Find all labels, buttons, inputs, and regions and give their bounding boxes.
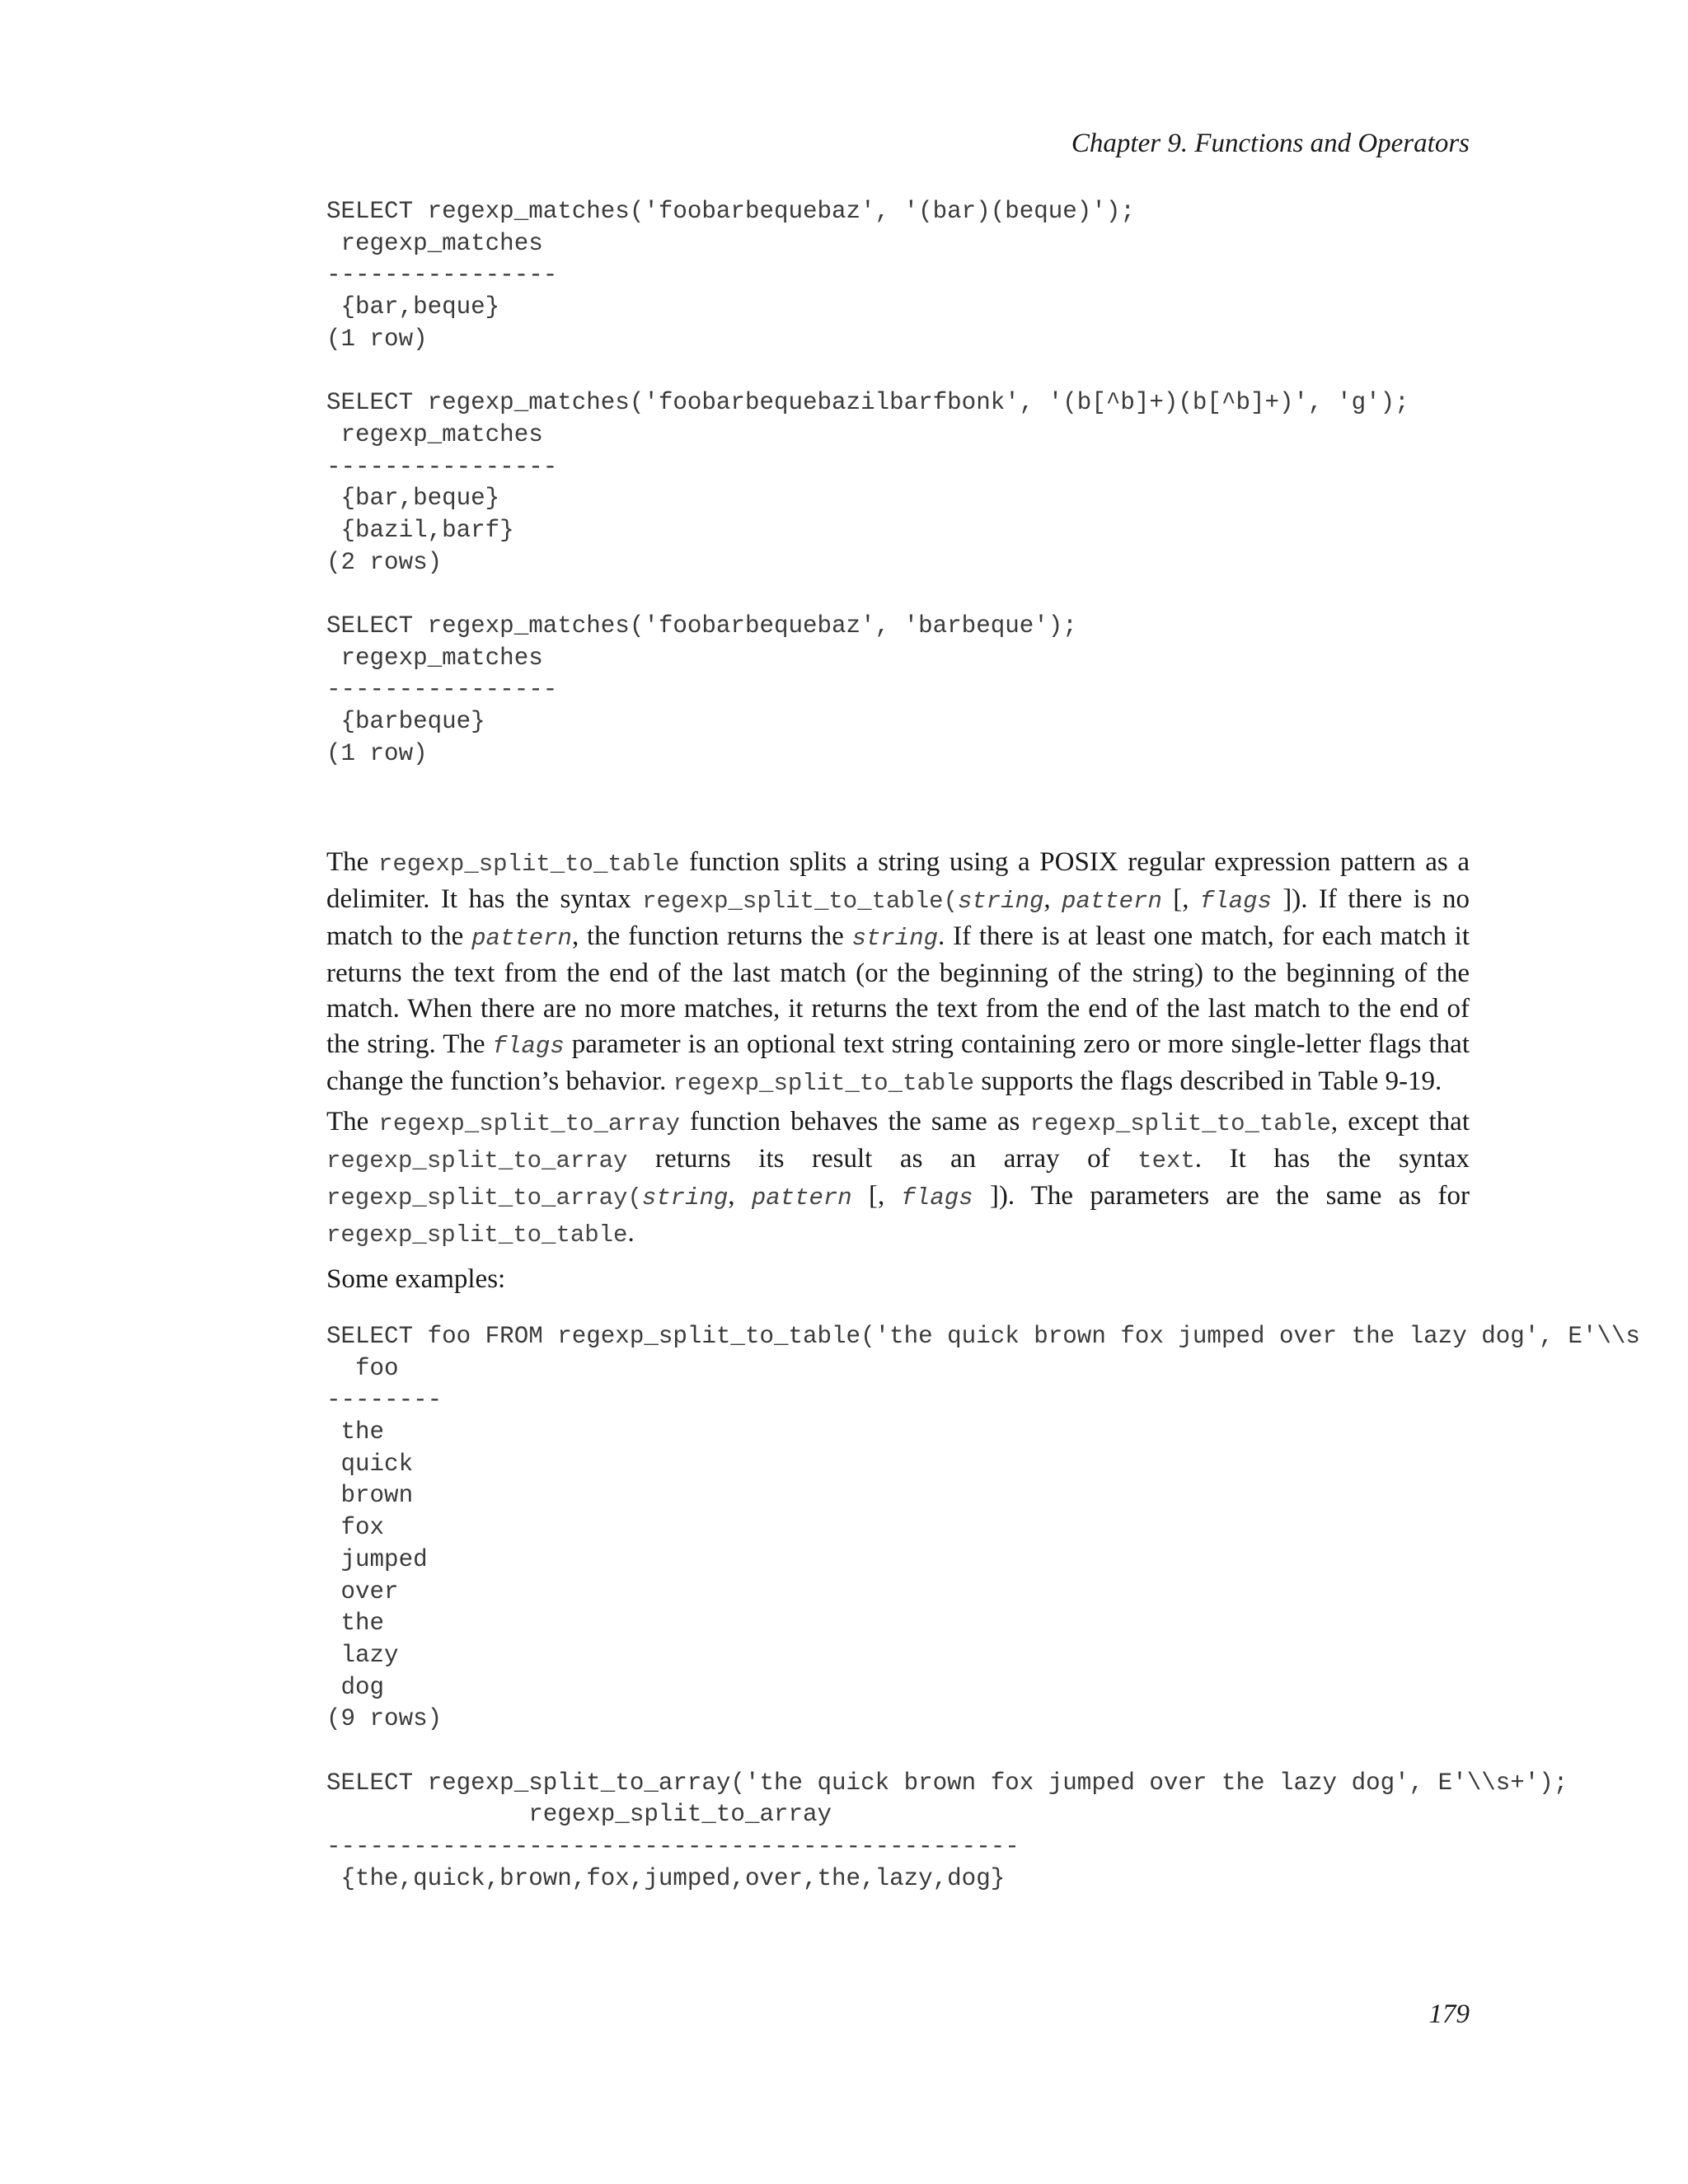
- code-line: (2 rows): [326, 548, 443, 576]
- code-line: foo: [326, 1354, 399, 1382]
- inline-code: regexp_split_to_array(: [326, 1184, 642, 1212]
- code-line: SELECT foo FROM regexp_split_to_table('the quick brown fox jumped over the lazy dog', E'\\s: [326, 1323, 1640, 1350]
- text-run: supports the flags described in Table 9-19.: [974, 1066, 1442, 1096]
- inline-code-replaceable: string: [851, 925, 938, 952]
- inline-code-replaceable: pattern: [471, 925, 572, 952]
- code-line: {bar,beque}: [326, 293, 500, 321]
- code-block-regexp-split: [326, 1321, 1640, 1895]
- code-line: brown: [326, 1482, 414, 1510]
- code-line: {barbeque}: [326, 708, 485, 735]
- paragraph-some-examples: Some examples:: [326, 1264, 506, 1294]
- inline-code: regexp_split_to_table(: [642, 888, 958, 915]
- text-run: The: [326, 1107, 379, 1137]
- code-line: [326, 579, 1409, 611]
- code-line: lazy: [326, 1641, 399, 1669]
- text-run: . If there is at least one match, for each match it returns the text from the end of the last match (or the beginning of the string) to the beginning of the match. When there are no more matches, it returns the text from the end of the last match to the end of the string. The: [326, 921, 1470, 1059]
- inline-code-replaceable: string: [641, 1184, 729, 1212]
- text-run: , the function returns the: [571, 921, 852, 951]
- code-line: regexp_split_to_array: [326, 1801, 832, 1829]
- code-line: {bar,beque}: [326, 485, 500, 513]
- text-run: ,: [728, 1181, 752, 1211]
- code-line: regexp_matches: [326, 229, 543, 257]
- code-line: (1 row): [326, 325, 428, 353]
- inline-code: regexp_split_to_array: [378, 1110, 680, 1137]
- inline-code: regexp_split_to_table: [1029, 1110, 1331, 1137]
- inline-code: regexp_split_to_table: [326, 1221, 628, 1249]
- text-run: . It has the syntax: [1194, 1144, 1470, 1174]
- code-line: {bazil,barf}: [326, 516, 514, 544]
- code-line: ------------------------------------------------: [326, 1833, 1020, 1860]
- code-line: the: [326, 1610, 385, 1638]
- inline-code: regexp_split_to_array: [326, 1147, 628, 1174]
- code-line: ----------------: [326, 452, 558, 480]
- code-line: (1 row): [326, 739, 428, 767]
- inline-code-replaceable: string: [957, 888, 1044, 915]
- paragraph-regexp-split-to-table: [326, 845, 1470, 1101]
- text-run: [,: [851, 1181, 902, 1211]
- inline-code-replaceable: pattern: [1062, 888, 1162, 915]
- code-line: ----------------: [326, 261, 558, 289]
- inline-code-replaceable: flags: [901, 1184, 973, 1212]
- inline-code: regexp_split_to_table: [673, 1070, 975, 1097]
- code-line: regexp_matches: [326, 644, 543, 672]
- code-line: over: [326, 1577, 399, 1605]
- text-run: parameter is an optional text string containing zero or more single-letter flags that change the function’s behavior.: [326, 1029, 1470, 1096]
- text-run: , except that: [1330, 1107, 1470, 1137]
- text-run: returns its result as an array of: [627, 1144, 1138, 1174]
- text-run: The: [326, 847, 378, 877]
- code-line: {the,quick,brown,fox,jumped,over,the,lazy,dog}: [326, 1864, 1006, 1892]
- text-run: ]). If there is no match to the: [326, 884, 1470, 951]
- page-number: 179: [1428, 1999, 1470, 2029]
- inline-code-replaceable: pattern: [751, 1184, 852, 1212]
- text-run: function splits a string using a POSIX regular expression pattern as a delimiter. It has the syntax: [326, 847, 1470, 914]
- code-line: fox: [326, 1514, 385, 1542]
- inline-code: text: [1137, 1147, 1195, 1174]
- inline-code-replaceable: flags: [1199, 888, 1272, 915]
- code-line: SELECT regexp_matches('foobarbequebaz', 'barbeque');: [326, 612, 1077, 640]
- running-header: Chapter 9. Functions and Operators: [1071, 129, 1470, 158]
- text-run: [,: [1161, 884, 1200, 914]
- code-line: quick: [326, 1450, 414, 1478]
- paragraph-regexp-split-to-array: [326, 1104, 1470, 1253]
- text-run: function behaves the same as: [679, 1107, 1030, 1137]
- text-run: ,: [1043, 884, 1062, 914]
- code-line: jumped: [326, 1545, 428, 1573]
- code-line: SELECT regexp_matches('foobarbequebazilbarfbonk', '(b[^b]+)(b[^b]+)', 'g');: [326, 389, 1409, 417]
- inline-code: regexp_split_to_table: [377, 851, 680, 878]
- code-line: (9 rows): [326, 1705, 443, 1733]
- code-line: [326, 355, 1409, 387]
- code-line: regexp_matches: [326, 420, 543, 448]
- code-block-regexp-matches: [326, 196, 1409, 770]
- code-line: [326, 1736, 1640, 1768]
- code-line: SELECT regexp_matches('foobarbequebaz', '(bar)(beque)');: [326, 198, 1135, 225]
- code-line: SELECT regexp_split_to_array('the quick brown fox jumped over the lazy dog', E'\\s+');: [326, 1769, 1568, 1797]
- inline-code-replaceable: flags: [492, 1033, 565, 1060]
- code-line: dog: [326, 1673, 385, 1701]
- code-line: the: [326, 1418, 385, 1446]
- code-line: --------: [326, 1386, 443, 1414]
- text-run: ]). The parameters are the same as for: [973, 1181, 1470, 1211]
- code-line: ----------------: [326, 676, 558, 704]
- text-run: .: [627, 1218, 635, 1248]
